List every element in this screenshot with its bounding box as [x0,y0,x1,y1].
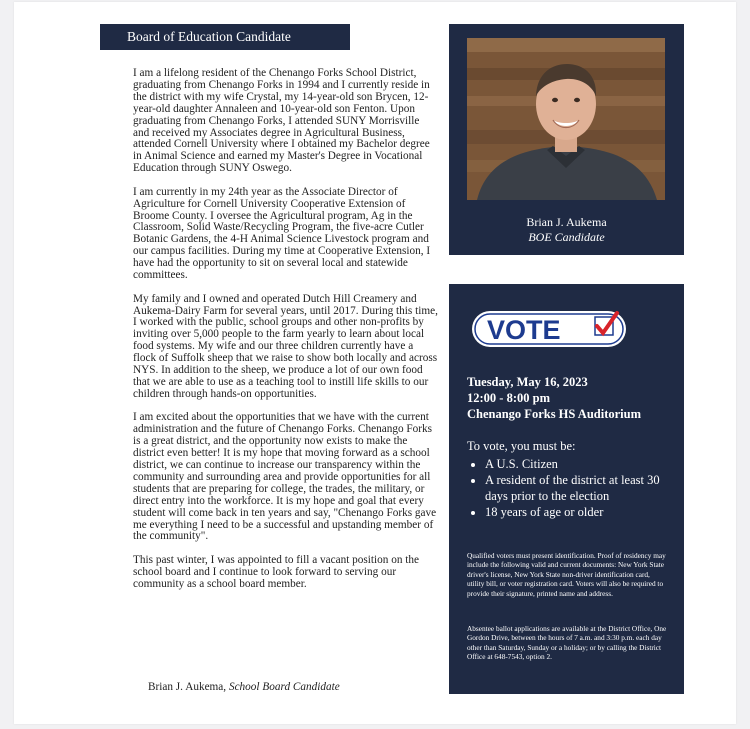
election-date: Tuesday, May 16, 2023 [467,375,588,389]
bio-paragraph: I am currently in my 24th year as the Associate Director of Agriculture for Cornell University Cooperative Extension of Broome County. I oversee the Agricultural program, Ag in the Classroom, Solid Waste/Recycling Program, the five-acre Cutler Botanic Gardens, the 4-H Animal Science Livestock program and our campus facilities. During my time at Cooperative Extension, I have had the opportunity to sit on several local and statewide committees. [133,185,431,282]
bio-paragraph: My family and I owned and operated Dutch Hill Creamery and Aukema-Dairy Farm for several years, until 2017. During this time, I worked with the public, school groups and other non-profits by inviting over 5,000 people to the farm yearly to learn about local food systems. My wife and our three children currently have a flock of Suffolk sheep that we raise to show both locally and across NYS. In addition to the sheep, we produce a lot of our own food that we are able to use as a teaching tool to instill life skills to our children through hands-on opportunities. [133,292,438,400]
requirements-title: To vote, you must be: [467,439,576,453]
signature-name: Brian J. Aukema, [148,681,227,693]
list-item: • 18 years of age or older [485,504,685,520]
flyer-page [14,2,736,724]
section-title: Board of Education Candidate [100,24,350,50]
election-time: 12:00 - 8:00 pm [467,391,550,405]
candidate-bio [133,68,438,602]
requirements-list [471,456,685,520]
candidate-role: BOE Candidate [528,230,605,244]
signature-line [148,681,340,693]
candidate-card [449,24,684,255]
election-location: Chenango Forks HS Auditorium [467,407,641,421]
bio-paragraph: I am a lifelong resident of the Chenango Forks School District, graduating from Chenango Forks in 1994 and I currently reside in the district with my wife Crystal, my 14-year-old son Brycen, 12-year-old daughter Annaleen and 10-year-old son Fenton. Upon graduating from Chenango Forks, I attended SUNY Morrisville and received my Associates degree in Agricultural Business, attended Cornell University where I obtained my Bachelor degree in Animal Science and earned my Master's Degree in Vocational Education through SUNY Oswego. [133,67,430,175]
election-details [467,374,641,422]
vote-logo-text: VOTE [487,315,561,345]
id-notice: Qualified voters must present identification. Proof of residency may include the following valid and current documents: New York State driver's license, New York State non-driver identification card, utility bill, or voter registration card. Voters will also be required to provide their signature, printed name and address. [467,551,666,598]
list-item: • A resident of the district at least 30 days prior to the election [485,472,685,504]
bio-paragraph: This past winter, I was appointed to fill a vacant position on the school board and I continue to look forward to serving our community as a school board member. [133,553,420,590]
signature-title: School Board Candidate [228,681,340,693]
candidate-name: Brian J. Aukema [526,215,607,229]
bio-paragraph: I am excited about the opportunities that we have with the current administration and the future of Chenango Forks. Chenango Forks is a great district, and the opportunity now exists to make the district even better! It is my hope that moving forward as a school district, we can continue to increase our transparency within the community and surrounding area and provide opportunities for all students that are preparing for college, the trades, the military, or direct entry into the workforce. It is my hope and goal that every student will come back in ten years and say, "Chenango Forks gave me everything I need to be a successful and upstanding member of the community". [133,411,437,543]
vote-logo [471,309,627,349]
list-item: • A U.S. Citizen [485,456,685,472]
vote-info-card [449,284,684,694]
candidate-photo [467,38,665,200]
absentee-notice: Absentee ballot applications are available at the District Office, One Gordon Drive, between the hours of 7 a.m. and 3:30 p.m. each day other than Saturday, Sunday or a holiday; or by calling the District Office at 648-7543, option 2. [467,624,667,662]
